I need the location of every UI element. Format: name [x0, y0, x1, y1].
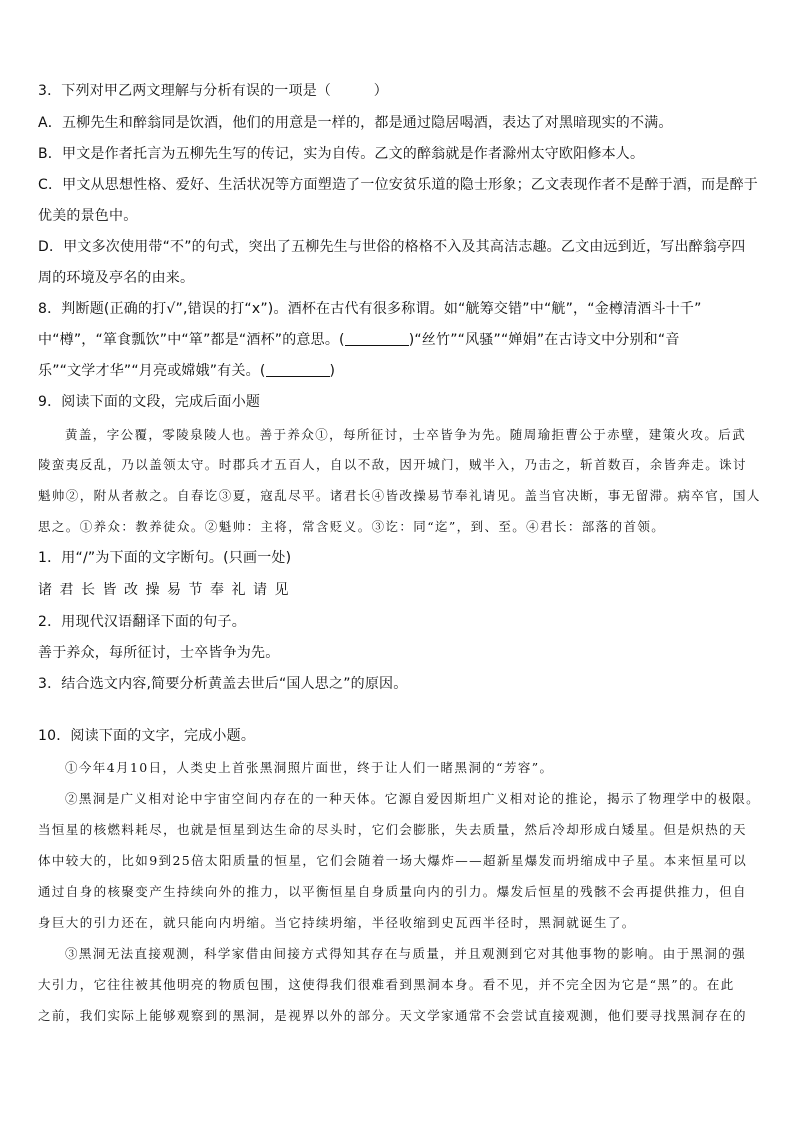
answer-blank-1[interactable] [345, 331, 409, 346]
q3-option-b: B．甲文是作者托言为五柳先生写的传记，实为自传。乙文的醉翁就是作者滁州太守欧阳修本人。 [38, 146, 645, 162]
q8-line3 [38, 361, 762, 381]
q3-option-c: C．甲文从思想性格、爱好、生活状况等方面塑造了一位安贫乐道的隐士形象；乙文表现作者不是醉于酒，而是醉于 [38, 177, 758, 193]
q9-sub1: 1．用“/”为下面的文字断句。(只画一处) [38, 550, 292, 566]
q10-stem: 10．阅读下面的文字，完成小题。 [38, 728, 256, 744]
q10-passage-line: ①今年4月10日，人类史上首张黑洞照片面世，终于让人们一睹黑洞的“芳容”。 [65, 760, 554, 775]
q10-passage-line: 体中较大的，比如9到25倍太阳质量的恒星，它们会随着一场大爆炸——超新星爆发而坍缩成中子星。本来恒星可以 [38, 853, 748, 868]
q9-sub1-text: 诸君长皆改操易节奉礼请见 [38, 582, 296, 598]
answer-blank-2[interactable] [266, 362, 330, 377]
q3-stem: 3．下列对甲乙两文理解与分析有误的一项是（ ） [38, 83, 388, 99]
q9-sub2-text: 善于养众，每所征讨，士卒皆争为先。 [38, 645, 280, 661]
q10-passage-line: 当恒星的核燃料耗尽，也就是恒星到达生命的尽头时，它们会膨胀，失去质量，然后冷却形成白矮星。但是炽热的天 [38, 822, 747, 837]
q10-passage-line: 大引力，它往往被其他明亮的物质包围，这使得我们很难看到黑洞本身。看不见，并不完全因为它是“黑”的。在此 [38, 977, 735, 992]
q8-line2-text-a: 中“樽”，“箪食瓢饮”中“箪”都是“酒杯”的意思。( [38, 332, 345, 348]
q10-passage-line: 之前，我们实际上能够观察到的黑洞，是视界以外的部分。天文学家通常不会尝试直接观测，他们要寻找黑洞存在的 [38, 1008, 747, 1023]
q9-stem: 9．阅读下面的文段，完成后面小题 [38, 394, 261, 410]
q3-option-c-cont: 优美的景色中。 [38, 208, 138, 224]
q9-passage-line: 黄盖，字公覆，零陵泉陵人也。善于养众①，每所征讨，士卒皆争为先。随周瑜拒曹公于赤壁，建策火攻。后武 [65, 427, 747, 442]
q3-option-a: A．五柳先生和醉翁同是饮酒，他们的用意是一样的，都是通过隐居喝酒，表达了对黑暗现实的不满。 [38, 115, 673, 131]
q3-option-d: D．甲文多次使用带“不”的句式，突出了五柳先生与世俗的格格不入及其高洁志趣。乙文由远到近，写出醉翁亭四 [38, 239, 746, 255]
q8-line1: 8．判断题(正确的打√”,错误的打“x”)。酒杯在古代有很多称谓。如“觥筹交错”中“觥”，“金樽清酒斗十千” [38, 301, 702, 317]
q8-line3-text-a: 乐”“文学才华”“月亮或嫦娥”有关。( [38, 363, 266, 379]
q10-passage-line: 身巨大的引力还在，就只能向内坍缩。当它持续坍缩，半径收缩到史瓦西半径时，黑洞就诞生了。 [38, 915, 636, 930]
q3-option-d-cont: 周的环境及亭名的由来。 [38, 270, 195, 286]
q10-passage-line: ②黑洞是广义相对论中宇宙空间内存在的一种天体。它源自爱因斯坦广义相对论的推论，揭示了物理学中的极限。 [65, 791, 761, 806]
q8-line2 [38, 330, 762, 350]
q8-line2-text-b: )“丝竹”“风骚”“婵娟”在古诗文中分别和“音 [408, 332, 680, 348]
q10-passage-line: 通过自身的核聚变产生持续向外的推力，以平衡恒星自身质量向内的引力。爆发后恒星的残骸不会再提供推力，但自 [38, 884, 747, 899]
q9-passage-line: 魁帅②，附从者赦之。自春讫③夏，寇乱尽平。诸君长④皆改操易节奉礼请见。盖当官决断，事无留滞。病卒官，国人 [38, 488, 761, 503]
q9-passage-line: 陵蛮夷反乱，乃以盖领太守。时郡兵才五百人，自以不敌，因开城门，贼半入，乃击之，斩首数百，余皆奔走。诛讨 [38, 457, 747, 472]
q10-passage-line: ③黑洞无法直接观测，科学家借由间接方式得知其存在与质量，并且观测到它对其他事物的影响。由于黑洞的强 [65, 946, 747, 961]
q9-sub2: 2．用现代汉语翻译下面的句子。 [38, 614, 246, 630]
q8-line3-text-b: ) [329, 363, 336, 379]
q9-passage-line: 思之。①养众：教养徒众。②魁帅：主将，常含贬义。③讫：同“迄”，到、至。④君长：部落的首领。 [38, 519, 666, 534]
q9-sub3: 3．结合选文内容,简要分析黄盖去世后“国人思之”的原因。 [38, 676, 408, 692]
